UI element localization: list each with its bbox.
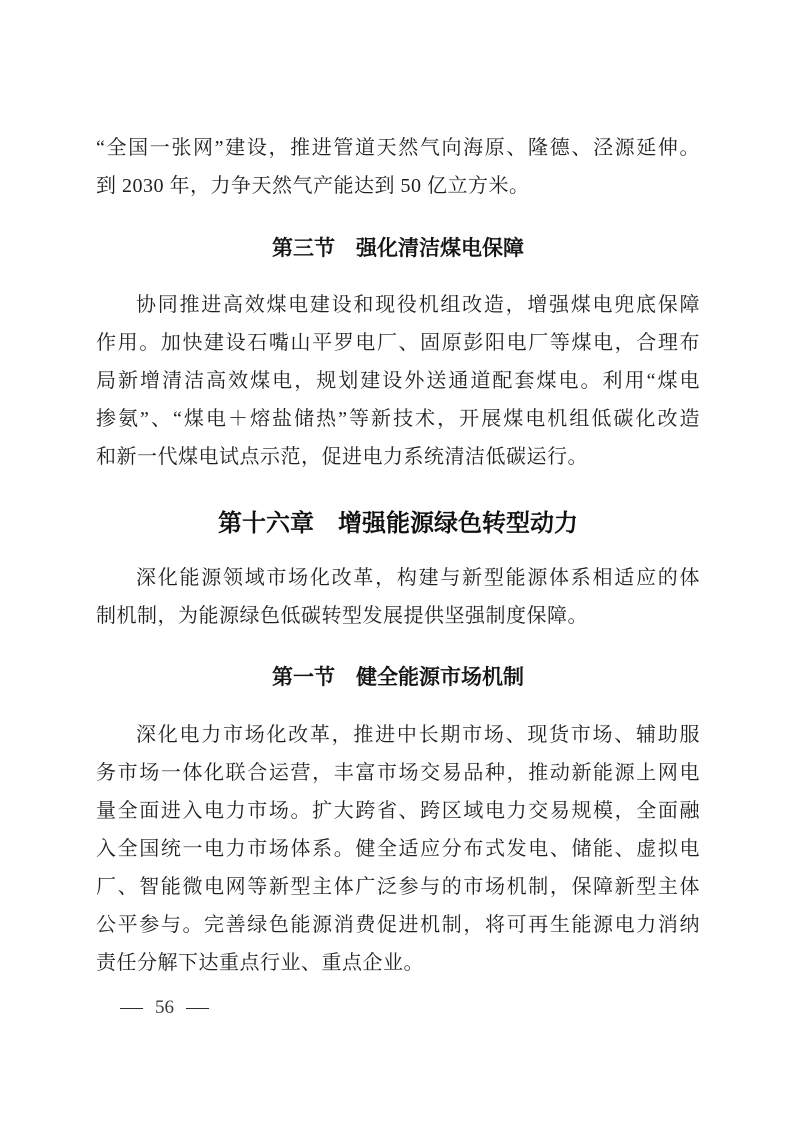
text-line: 深化能源领域市场化改革，构建与新型能源体系相适应的体 [136, 567, 700, 589]
paragraph-energy-reform [96, 559, 700, 635]
text-line: 厂、智能微电网等新型主体广泛参与的市场机制，保障新型主体 [96, 876, 700, 898]
heading-section-1: 第一节 健全能源市场机制 [272, 666, 524, 689]
heading-section-3: 第三节 强化清洁煤电保障 [272, 237, 524, 260]
text-line: 深化电力市场化改革，推进中长期市场、现货市场、辅助服 [136, 724, 700, 746]
text-line: 务市场一体化联合运营，丰富市场交易品种，推动新能源上网电 [96, 762, 700, 784]
text-line: 制机制，为能源绿色低碳转型发展提供坚强制度保障。 [96, 605, 588, 627]
text-line: 协同推进高效煤电建设和现役机组改造，增强煤电兜底保障 [136, 294, 700, 316]
page-footer [122, 998, 700, 1018]
text-line: 和新一代煤电试点示范，促进电力系统清洁低碳运行。 [96, 446, 588, 468]
text-line: 局新增清洁高效煤电，规划建设外送通道配套煤电。利用“煤电 [96, 370, 700, 392]
text-line: 量全面进入电力市场。扩大跨省、跨区域电力交易规模，全面融 [96, 800, 700, 822]
text-line: 掺氨”、“煤电＋熔盐储热”等新技术，开展煤电机组低碳化改造 [96, 408, 700, 430]
paragraph-power-market [96, 716, 700, 982]
text-line: “全国一张网”建设，推进管道天然气向海原、隆德、泾源延伸。 [96, 137, 700, 159]
paragraph-gas-network [96, 129, 700, 205]
text-line: 公平参与。完善绿色能源消费促进机制，将可再生能源电力消纳 [96, 914, 700, 936]
heading-chapter-16: 第十六章 增强能源绿色转型动力 [218, 510, 578, 537]
text-line: 入全国统一电力市场体系。健全适应分布式发电、储能、虚拟电 [96, 838, 700, 860]
text-line: 责任分解下达重点行业、重点企业。 [96, 952, 424, 974]
footer-left-dash: — [120, 997, 143, 1018]
paragraph-clean-coal [96, 286, 700, 476]
text-line: 到 2030 年，力争天然气产能达到 50 亿立方米。 [96, 175, 530, 197]
text-line: 作用。加快建设石嘴山平罗电厂、固原彭阳电厂等煤电，合理布 [96, 332, 700, 354]
page-number: 56 [155, 997, 174, 1018]
footer-right-dash: — [186, 997, 209, 1018]
